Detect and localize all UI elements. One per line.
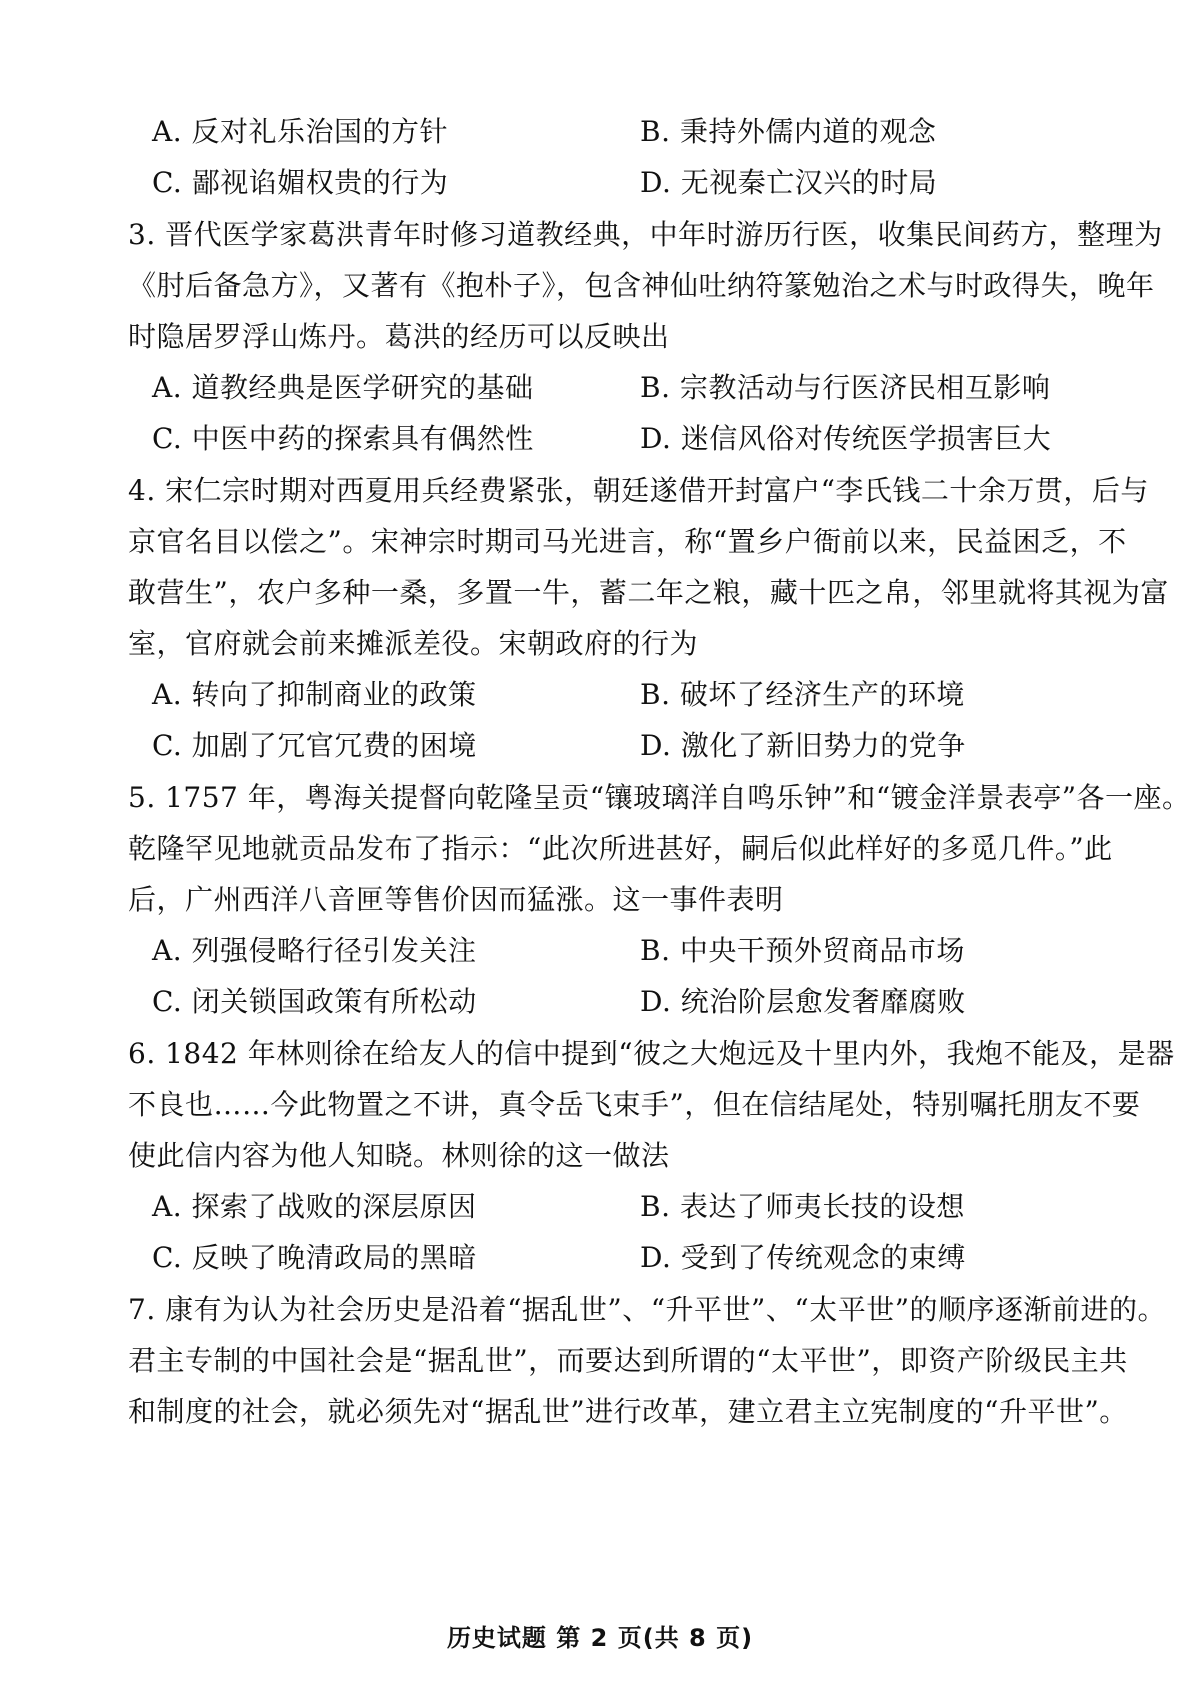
q7-stem-line-2: 君主专制的中国社会是“据乱世”，而要达到所谓的“太平世”，即资产阶级民主共 bbox=[128, 1344, 1128, 1377]
q7-stem-line-1: 7. 康有为认为社会历史是沿着“据乱世”、“升平世”、“太平世”的顺序逐渐前进的。 bbox=[128, 1293, 1167, 1326]
q4-stem-line-1: 4. 宋仁宗时期对西夏用兵经费紧张，朝廷遂借开封富户“李氏钱二十余万贯，后与 bbox=[128, 474, 1149, 507]
q3-option-d: D. 迷信风俗对传统医学损害巨大 bbox=[640, 422, 1052, 455]
q6-option-a: A. 探索了战败的深层原因 bbox=[152, 1190, 477, 1223]
q4-option-a: A. 转向了抑制商业的政策 bbox=[152, 678, 477, 711]
q2-option-c: C. 鄙视谄媚权贵的行为 bbox=[152, 166, 449, 199]
q5-stem-line-3: 后，广州西洋八音匣等售价因而猛涨。这一事件表明 bbox=[128, 883, 784, 916]
q6-stem-line-2: 不良也……今此物置之不讲，真令岳飞束手”，但在信结尾处，特别嘱托朋友不要 bbox=[128, 1088, 1141, 1121]
q2-option-b: B. 秉持外儒内道的观念 bbox=[640, 115, 937, 148]
q2-option-d: D. 无视秦亡汉兴的时局 bbox=[640, 166, 938, 199]
q7-stem-line-3: 和制度的社会，就必须先对“据乱世”进行改革，建立君主立宪制度的“升平世”。 bbox=[128, 1395, 1128, 1428]
q6-option-b: B. 表达了师夷长技的设想 bbox=[640, 1190, 965, 1223]
q3-option-a: A. 道教经典是医学研究的基础 bbox=[152, 371, 534, 404]
q5-option-c: C. 闭关锁国政策有所松动 bbox=[152, 985, 477, 1018]
q2-option-a: A. 反对礼乐治国的方针 bbox=[152, 115, 449, 148]
q3-stem-line-3: 时隐居罗浮山炼丹。葛洪的经历可以反映出 bbox=[128, 320, 670, 353]
q6-stem-line-1: 6. 1842 年林则徐在给友人的信中提到“彼之大炮远及十里内外，我炮不能及，是器 bbox=[128, 1037, 1175, 1070]
q3-option-c: C. 中医中药的探索具有偶然性 bbox=[152, 422, 534, 455]
q4-option-c: C. 加剧了冗官冗费的困境 bbox=[152, 729, 477, 762]
q3-stem-line-1: 3. 晋代医学家葛洪青年时修习道教经典，中年时游历行医，收集民间药方，整理为 bbox=[128, 218, 1163, 251]
q4-stem-line-3: 敢营生”，农户多种一桑，多置一牛，蓄二年之粮，藏十匹之帛，邻里就将其视为富 bbox=[128, 576, 1169, 609]
q5-option-b: B. 中央干预外贸商品市场 bbox=[640, 934, 965, 967]
q5-stem-line-1: 5. 1757 年，粤海关提督向乾隆呈贡“镶玻璃洋自鸣乐钟”和“镀金洋景表亭”各一座。 bbox=[128, 781, 1191, 814]
q5-option-a: A. 列强侵略行径引发关注 bbox=[152, 934, 477, 967]
q3-stem-line-2: 《肘后备急方》，又著有《抱朴子》，包含神仙吐纳符篆勉治之术与时政得失，晚年 bbox=[128, 269, 1155, 302]
q5-stem-line-2: 乾隆罕见地就贡品发布了指示：“此次所进甚好，嗣后似此样好的多觅几件。”此 bbox=[128, 832, 1113, 865]
q6-option-c: C. 反映了晚清政局的黑暗 bbox=[152, 1241, 477, 1274]
q4-stem-line-2: 京官名目以偿之”。宋神宗时期司马光进言，称“置乡户衙前以来，民益困乏，不 bbox=[128, 525, 1127, 558]
page-footer: 历史试题 第 2 页(共 8 页) bbox=[446, 1624, 754, 1652]
q4-option-b: B. 破坏了经济生产的环境 bbox=[640, 678, 965, 711]
q5-option-d: D. 统治阶层愈发奢靡腐败 bbox=[640, 985, 966, 1018]
q3-option-b: B. 宗教活动与行医济民相互影响 bbox=[640, 371, 1051, 404]
q4-stem-line-4: 室，官府就会前来摊派差役。宋朝政府的行为 bbox=[128, 627, 699, 660]
q6-option-d: D. 受到了传统观念的束缚 bbox=[640, 1241, 966, 1274]
q4-option-d: D. 激化了新旧势力的党争 bbox=[640, 729, 966, 762]
q6-stem-line-3: 使此信内容为他人知晓。林则徐的这一做法 bbox=[128, 1139, 670, 1172]
